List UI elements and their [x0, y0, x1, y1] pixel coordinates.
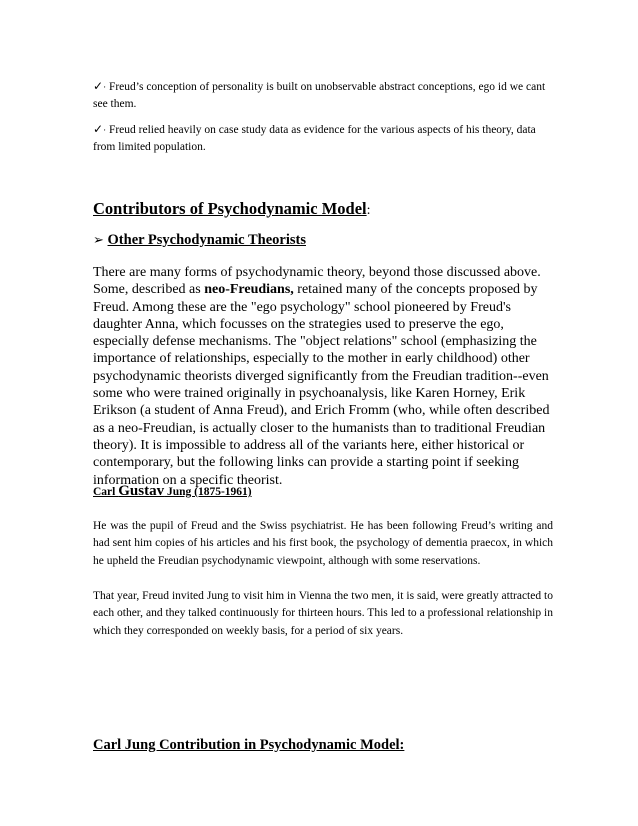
jung-paragraph-1: He was the pupil of Freud and the Swiss psychiatrist. He has been following Freud’s writing and had sent him copies of his articles and his first book, the psychology of dementia praecox, in which he upheld the Freudian psychodynamic viewpoint, although with some reservations.: [93, 520, 553, 567]
jung-contribution-heading: Carl Jung Contribution in Psychodynamic Model:: [93, 737, 405, 753]
bullet-text: Freud’s conception of personality is built on unobservable abstract conceptions, ego id we cant see them.: [93, 81, 546, 110]
psychodynamic-theories-paragraph: There are many forms of psychodynamic theory, beyond those discussed above. Some, described as neo-Freudians, retained many of the concepts proposed by Freud. Among these are the "ego psychology" school pioneered by Freud's daughter Anna, which focusses on the strategies used to preserve the ego, especially defense mechanisms. The "object relations" school (emphasizing the importance of relationships, especially to the mother in early childhood) other psychodynamic theorists diverged significantly from the Freudian tradition--even some who were trained originally in psychoanalysis, like Karen Horney, Erik Erikson (a student of Anna Freud), and Erich Fromm (who, while often described as a neo-Freudian, is actually closer to the humanists than to traditional Freudian theory). It is impossible to address all of the variants here, either historical or contemporary, but the following links can provide a starting point if seeking information on a specific theorist.: [93, 265, 550, 488]
carl-jung-heading: Carl Gustav Jung (1875-1961): [93, 483, 252, 499]
bullet-text: Freud relied heavily on case study data as evidence for the various aspects of his theory, data from limited population.: [93, 124, 536, 153]
checkmark-icon: ✓: [93, 122, 104, 136]
jung-paragraph-2: That year, Freud invited Jung to visit him in Vienna the two men, it is said, were greatly attracted to each other, and they talked continuously for thirteen hours. This led to a professional relationship in which they corresponded on weekly basis, for a period of six years.: [93, 590, 553, 637]
limitation-bullet-2: [93, 121, 553, 156]
bullet-dot: ·: [103, 125, 107, 135]
bullet-dot: ·: [103, 82, 107, 92]
limitation-bullet-1: [93, 78, 553, 113]
other-theorists-heading: ➢ Other Psychodynamic Theorists: [93, 232, 306, 248]
arrow-bullet-icon: ➢: [93, 233, 104, 248]
checkmark-icon: ✓: [93, 79, 104, 93]
contributors-heading: Contributors of Psychodynamic Model:: [93, 199, 371, 218]
